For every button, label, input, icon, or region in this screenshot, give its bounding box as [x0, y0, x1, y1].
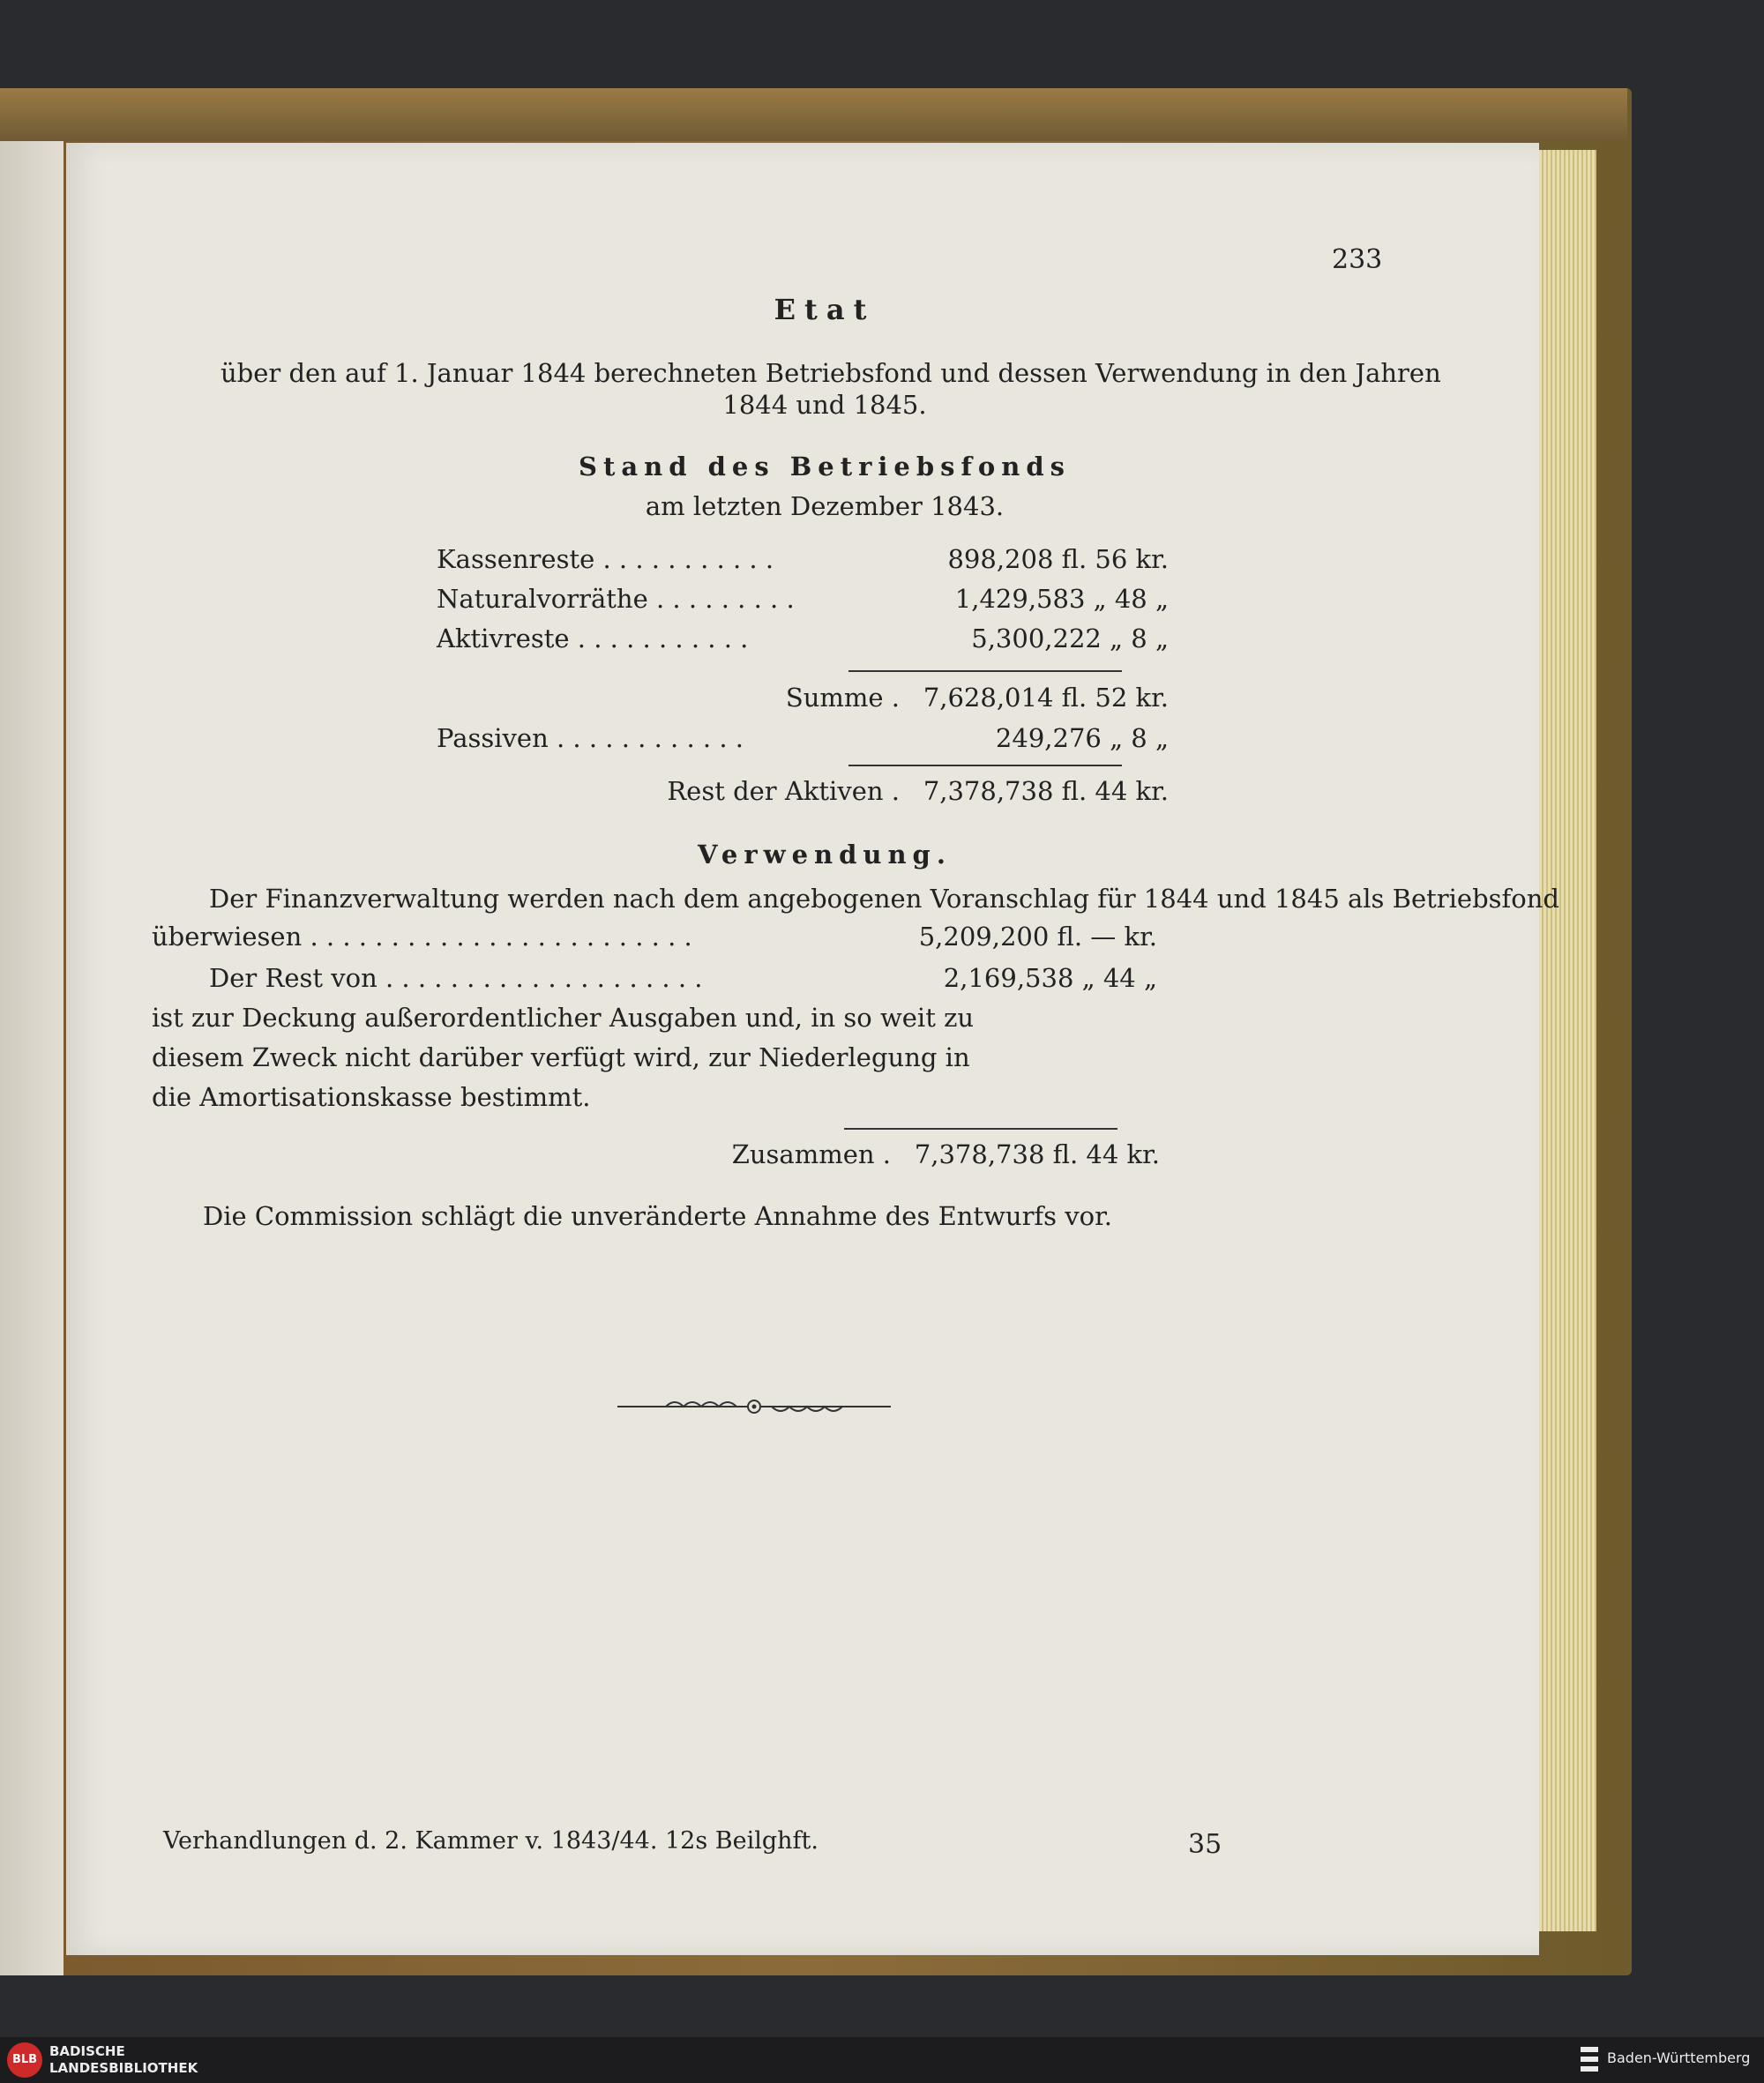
ledger-label: Aktivreste . . . . . . . . . . . — [437, 623, 749, 653]
passiven-value: 249,276 „ 8 „ — [995, 723, 1169, 753]
ledger-label: Naturalvorräthe . . . . . . . . . — [437, 584, 795, 614]
zusammen-label: Zusammen . — [731, 1139, 891, 1169]
ledger-value: 5,300,222 „ 8 „ — [971, 623, 1169, 653]
verwendung-line1: Der Finanzverwaltung werden nach dem angebogenen Voranschlag für 1844 und 1845 als Betriebsfond — [209, 884, 1559, 914]
ledger-value: 1,429,583 „ 48 „ — [954, 584, 1169, 614]
zusammen-value: 7,378,738 fl. 44 kr. — [914, 1139, 1160, 1169]
rest-von-value: 2,169,538 „ 44 „ — [943, 963, 1157, 993]
library-name[interactable] — [49, 2043, 198, 2077]
rest-label: Rest der Aktiven . — [667, 776, 900, 806]
zusammen-rule — [844, 1128, 1117, 1130]
summe-label: Summe . — [785, 683, 900, 713]
ueberwiesen-value: 5,209,200 fl. — kr. — [918, 922, 1157, 952]
ledger-value: 898,208 fl. 56 kr. — [947, 544, 1169, 574]
book-page — [66, 143, 1559, 1955]
subtitle-line1: über den auf 1. Januar 1844 berechneten Betriebsfond und dessen Verwendung in den Jahren — [220, 358, 1441, 388]
ledger-label: Kassenreste . . . . . . . . . . . — [437, 544, 774, 574]
subtitle-line2: 1844 und 1845. — [722, 390, 927, 420]
ornament-divider — [613, 1393, 895, 1420]
footer-citation: Verhandlungen d. 2. Kammer v. 1843/44. 12s Beilghft. — [163, 1827, 818, 1855]
summe-value: 7,628,014 fl. 52 kr. — [923, 683, 1169, 713]
rest-rule — [848, 765, 1122, 766]
passiven-row — [437, 723, 1169, 755]
passiven-label: Passiven . . . . . . . . . . . . — [437, 723, 744, 753]
verwendung-line5: diesem Zweck nicht darüber verfügt wird, zur Niederlegung in — [152, 1042, 970, 1072]
rest-value: 7,378,738 fl. 44 kr. — [923, 776, 1169, 806]
section-subheading-stand: am letzten Dezember 1843. — [645, 491, 1005, 521]
ledger-row — [437, 584, 1169, 616]
rest-von-label: Der Rest von . . . . . . . . . . . . . . . . . . . . — [209, 963, 703, 993]
closing-sentence: Die Commission schlägt die unveränderte Annahme des Entwurfs vor. — [203, 1201, 1113, 1231]
library-name-line2: LANDESBIBLIOTHEK — [49, 2060, 198, 2076]
verwendung-row-ueberwiesen — [152, 922, 1157, 953]
left-page-edge — [0, 141, 64, 1975]
book-cover-top — [0, 88, 1627, 141]
page-title: Etat — [774, 293, 876, 326]
ledger-row — [437, 544, 1169, 576]
verwendung-line6: die Amortisationskasse bestimmt. — [152, 1082, 591, 1112]
section-heading-verwendung: Verwendung. — [698, 840, 952, 870]
verwendung-line4: ist zur Deckung außerordentlicher Ausgaben und, in so weit zu — [152, 1003, 975, 1033]
sum-rule — [848, 670, 1122, 672]
blb-logo[interactable]: BLB — [7, 2042, 42, 2078]
baden-wuerttemberg-lion-icon — [1579, 2044, 1600, 2076]
ueberwiesen-label: überwiesen . . . . . . . . . . . . . . . . . . . . . . . . — [152, 922, 692, 952]
ledger-row — [437, 623, 1169, 655]
summe-row — [437, 683, 1169, 714]
section-heading-stand: Stand des Betriebsfonds — [579, 452, 1071, 482]
page-number: 233 — [1332, 244, 1383, 275]
library-name-line1: BADISCHE — [49, 2043, 125, 2059]
sheet-number: 35 — [1188, 1829, 1222, 1860]
rest-row — [437, 776, 1169, 808]
viewer-bottom-bar — [0, 2037, 1764, 2083]
state-name[interactable]: Baden-Württemberg — [1607, 2049, 1751, 2066]
verwendung-row-rest — [209, 963, 1157, 995]
zusammen-row — [437, 1139, 1160, 1171]
